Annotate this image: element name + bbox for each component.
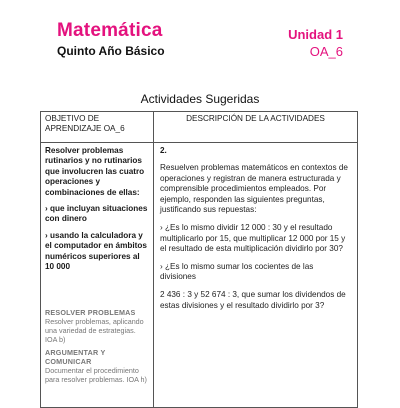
activity-paragraph: 2 436 : 3 y 52 674 : 3, que sumar los dividendos de estas divisiones y el resultado dividirlo por 3?: [160, 289, 346, 310]
table-row: [41, 143, 358, 408]
skill-description: Resolver problemas, aplicando una variedad de estrategias. IOA b): [45, 317, 144, 345]
document-title: Matemática: [57, 20, 163, 41]
description-column-header: DESCRIPCIÓN DE LA ACTIVIDADES: [154, 112, 358, 143]
activity-paragraph: › ¿Es lo mismo dividir 12 000 : 30 y el resultado multiplicarlo por 15, que multiplicar 12 000 por 15 y el resultado de esta multiplicación dividirlo por 30?: [160, 222, 346, 254]
objective-cell: [41, 143, 154, 408]
skill-title: ARGUMENTAR Y COMUNICAR: [45, 348, 106, 367]
objective-item: › usando la calculadora y el computador en ámbitos numéricos superiores al 10 000: [45, 230, 147, 272]
skill-title: RESOLVER PROBLEMAS: [45, 308, 136, 318]
activities-table: [40, 111, 358, 408]
description-cell: [154, 143, 358, 408]
oa-label: OA_6: [309, 44, 343, 59]
objective-column-header: OBJETIVO DE APRENDIZAJE OA_6: [41, 112, 154, 143]
activity-paragraph: Resuelven problemas matemáticos en contextos de operaciones y registran de manera estructurada y comprensible procedimientos empleados. Por ejemplo, responden las siguientes preguntas, justificando sus repuestas:: [160, 163, 348, 215]
objective-item: › que incluyan situaciones con dinero: [45, 204, 148, 224]
activity-paragraph: › ¿Es lo mismo sumar los cocientes de las divisiones: [160, 261, 314, 282]
table-header-row: [41, 112, 358, 143]
unit-label: Unidad 1: [288, 27, 343, 42]
objective-intro: Resolver problemas rutinarios y no rutinarios que involucren las cuatro operaciones y combinaciones de ellas:: [45, 146, 145, 197]
section-title: Actividades Sugeridas: [140, 92, 260, 106]
document-subtitle: Quinto Año Básico: [57, 44, 165, 58]
activity-number: 2.: [160, 146, 167, 155]
skill-description: Documentar el procedimiento para resolver problemas. IOA h): [45, 366, 147, 385]
